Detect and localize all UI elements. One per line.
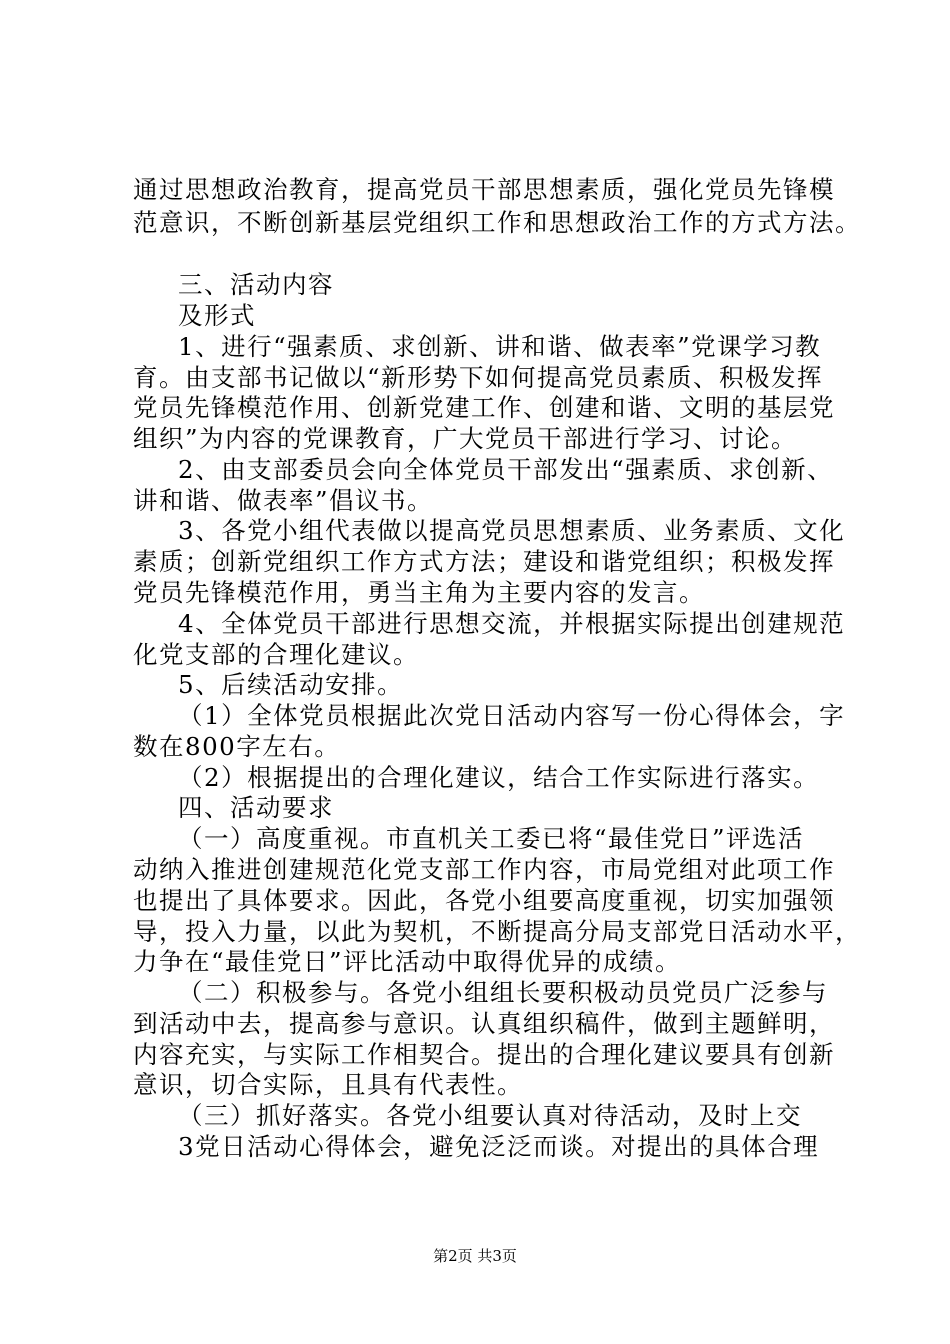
text-line: 3党日活动心得体会，避免泛泛而谈。对提出的具体合理	[178, 1132, 820, 1161]
text-line: 内容充实，与实际工作相契合。提出的合理化建议要具有创新	[133, 1040, 835, 1069]
page-number-footer: 第2页 共3页	[433, 1247, 517, 1265]
text-line: 动纳入推进创建规范化党支部工作内容，市局党组对此项工作	[133, 855, 835, 884]
text-line: 讲和谐、做表率”倡议书。	[133, 486, 434, 515]
text-line: 也提出了具体要求。因此，各党小组要高度重视，切实加强领	[133, 886, 835, 915]
text-line: 化党支部的合理化建议。	[133, 640, 419, 669]
text-line: 育。由支部书记做以“新形势下如何提高党员素质、积极发挥	[133, 363, 824, 392]
section-heading: 三、活动内容	[178, 270, 334, 299]
text-line: 组织”为内容的党课教育，广大党员干部进行学习、讨论。	[133, 424, 798, 453]
text-line: （三）抓好落实。各党小组要认真对待活动，及时上交	[178, 1101, 802, 1130]
text-line: 到活动中去，提高参与意识。认真组织稿件，做到主题鲜明，	[133, 1009, 835, 1038]
text-line: 2、由支部委员会向全体党员干部发出“强素质、求创新、	[178, 455, 834, 484]
text-line: 3、各党小组代表做以提高党员思想素质、业务素质、文化	[178, 516, 846, 545]
text-line: 素质；创新党组织工作方式方法；建设和谐党组织；积极发挥	[133, 547, 835, 576]
text-line: （1）全体党员根据此次党日活动内容写一份心得体会，字	[178, 701, 846, 730]
text-line: 4、全体党员干部进行思想交流，并根据实际提出创建规范	[178, 609, 846, 638]
text-line: 数在800字左右。	[133, 732, 341, 761]
text-line: 力争在“最佳党日”评比活动中取得优异的成绩。	[133, 947, 682, 976]
text-line: 1、进行“强素质、求创新、讲和谐、做表率”党课学习教	[178, 332, 822, 361]
text-line: （二）积极参与。各党小组组长要积极动员党员广泛参与	[178, 978, 828, 1007]
section-heading: 四、活动要求	[178, 793, 334, 822]
text-line: 党员先锋模范作用、创新党建工作、创建和谐、文明的基层党	[133, 393, 835, 422]
text-line: 党员先锋模范作用，勇当主角为主要内容的发言。	[133, 578, 705, 607]
section-heading-continued: 及形式	[178, 301, 256, 330]
text-line: 导，投入力量，以此为契机，不断提高分局支部党日活动水平，	[133, 917, 861, 946]
text-line: 通过思想政治教育，提高党员干部思想素质，强化党员先锋模	[133, 175, 835, 204]
text-line: 5、后续活动安排。	[178, 670, 404, 699]
text-line: 范意识，不断创新基层党组织工作和思想政治工作的方式方法。	[133, 208, 861, 237]
text-line: （2）根据提出的合理化建议，结合工作实际进行落实。	[178, 763, 820, 792]
text-line: 意识，切合实际，且具有代表性。	[133, 1070, 523, 1099]
text-line: （一）高度重视。市直机关工委已将“最佳党日”评选活	[178, 824, 805, 853]
